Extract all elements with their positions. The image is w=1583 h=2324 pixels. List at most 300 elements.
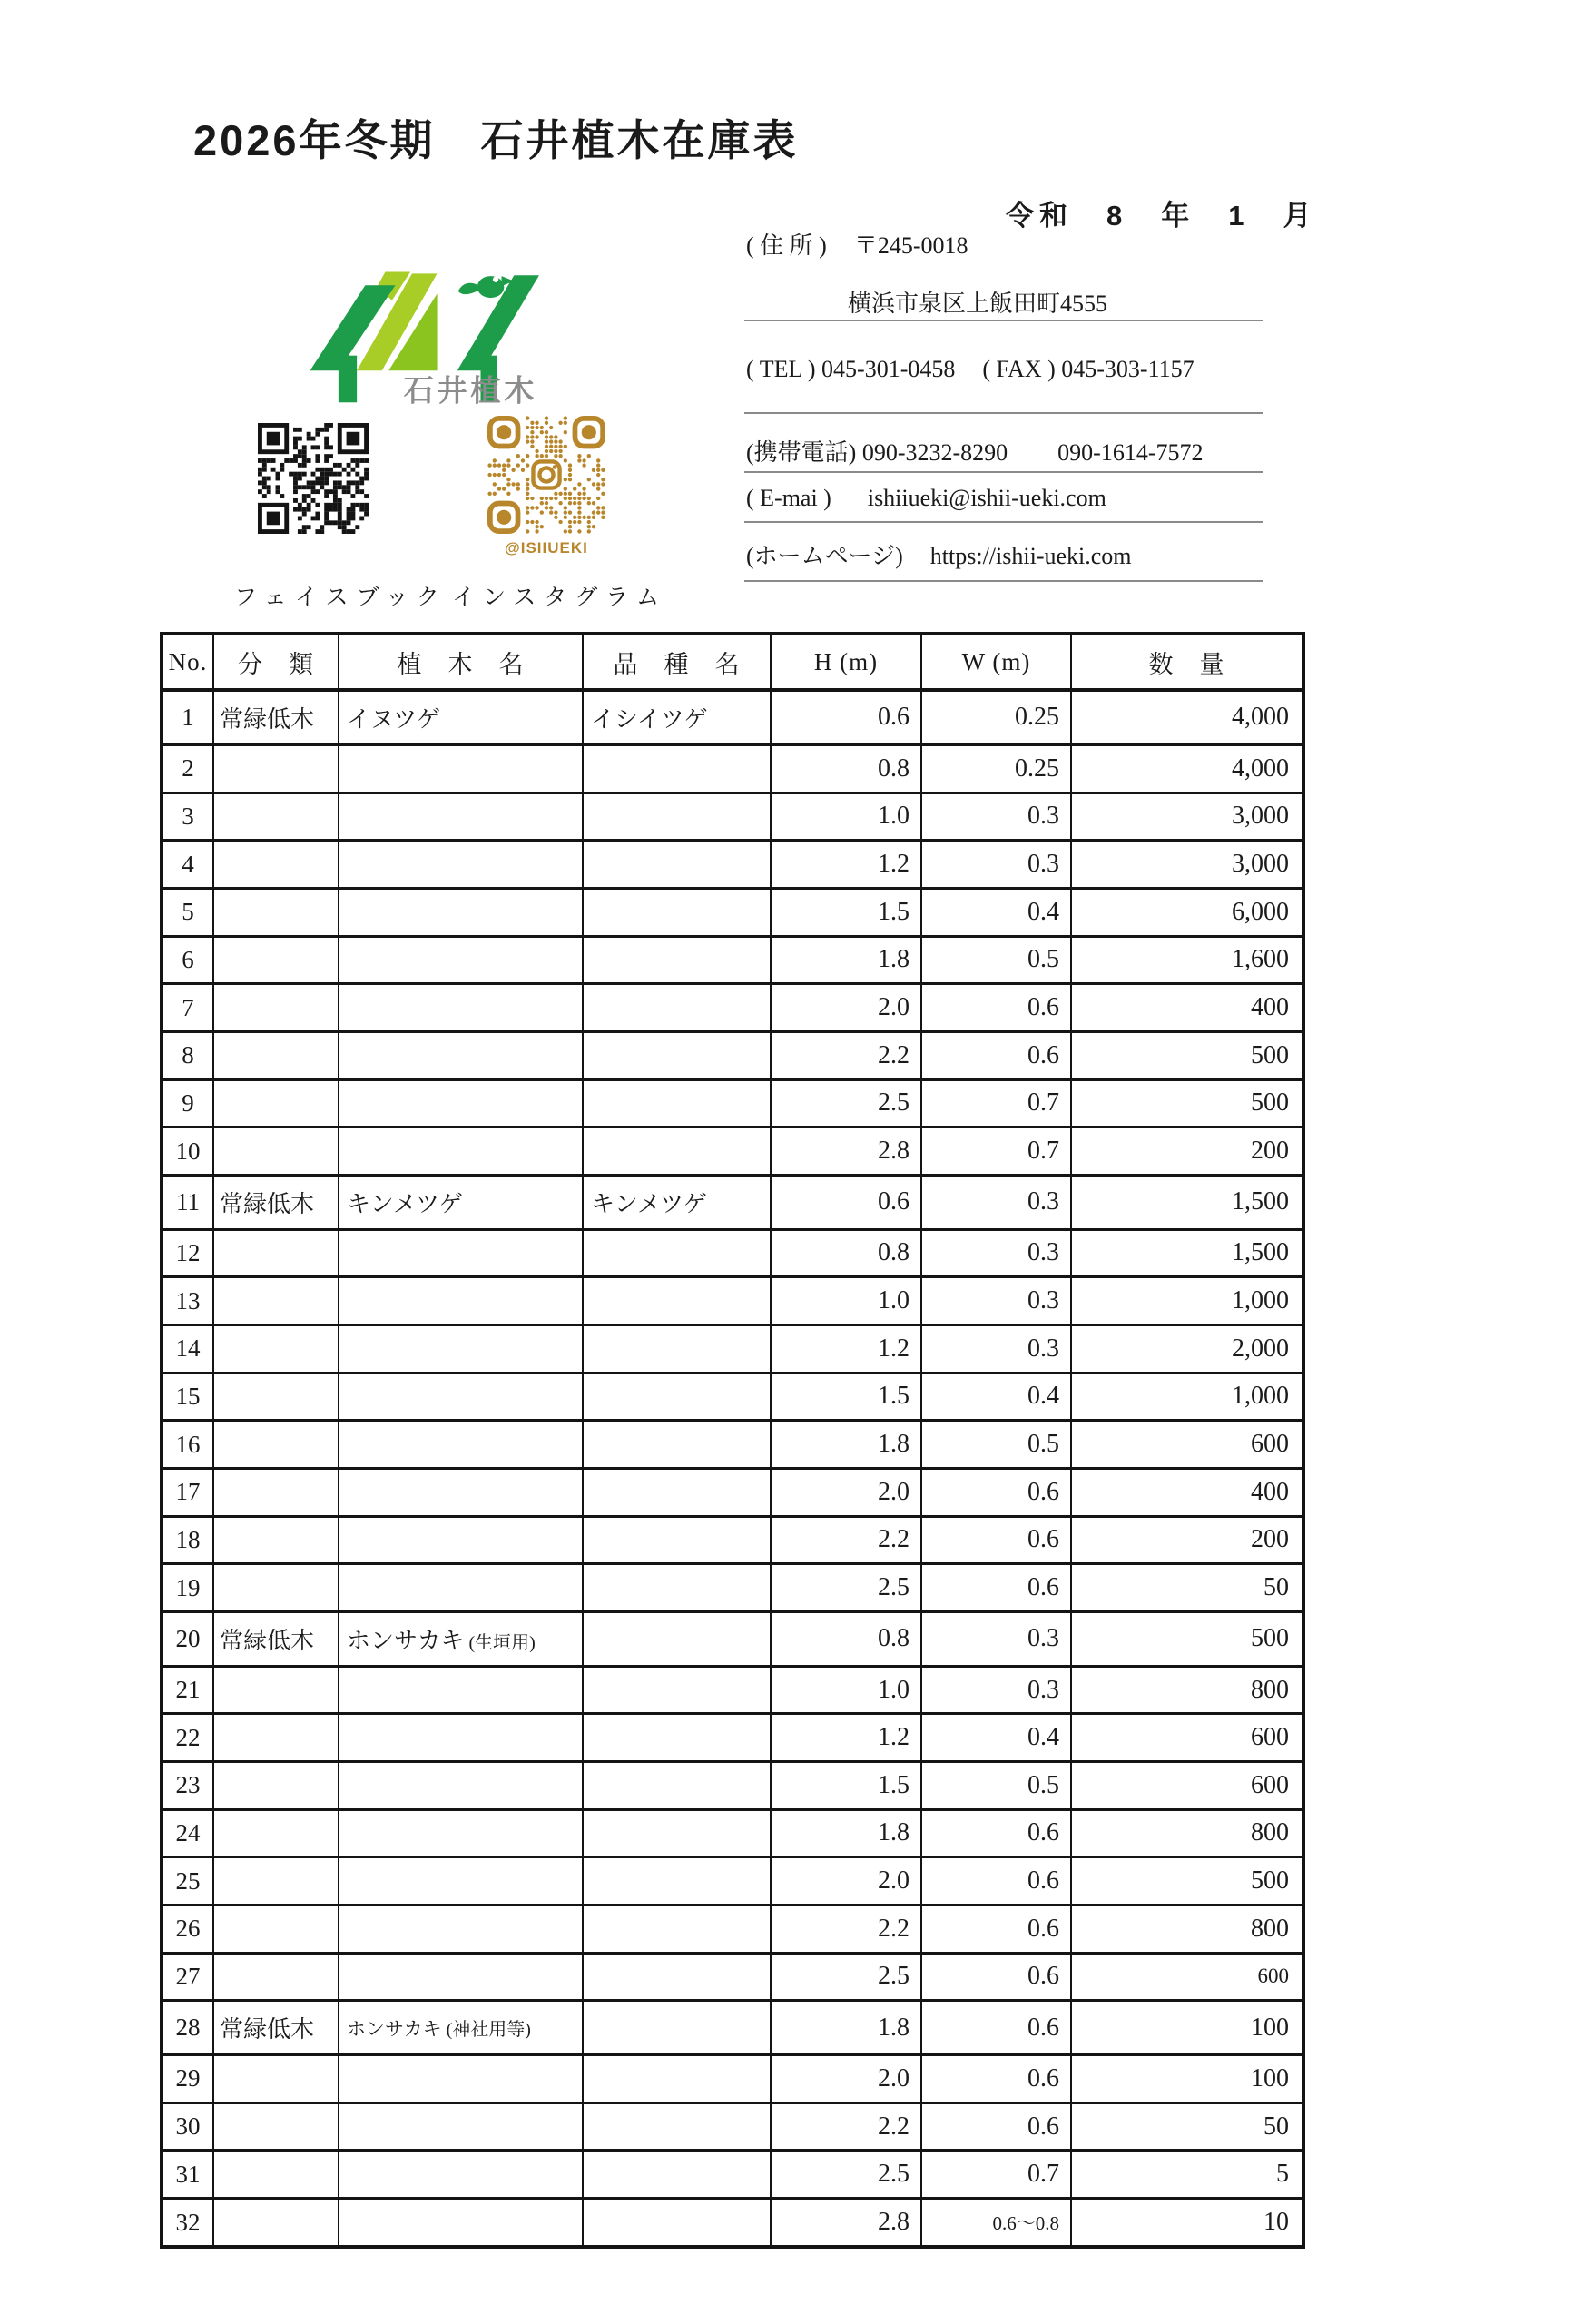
plant-name-cell <box>339 2199 583 2248</box>
quantity-cell: 600 <box>1071 1761 1303 1809</box>
row-number: 16 <box>162 1421 213 1469</box>
plant-name-cell <box>339 1516 583 1564</box>
tel-label: ( TEL ) <box>746 356 816 382</box>
table-row <box>162 1905 1303 1953</box>
height-cell: 1.8 <box>771 936 921 984</box>
height-cell: 2.5 <box>771 2151 921 2199</box>
height-cell: 0.8 <box>771 1611 921 1666</box>
address-row <box>746 227 968 261</box>
plant-name-cell <box>339 1809 583 1857</box>
category-cell <box>213 1468 339 1516</box>
variety-cell <box>583 2001 771 2055</box>
plant-name-cell <box>339 841 583 889</box>
mobile-label: (携帯電話) <box>746 439 857 466</box>
category-cell <box>213 1905 339 1953</box>
variety-cell <box>583 744 771 793</box>
quantity-cell: 500 <box>1071 1611 1303 1666</box>
variety-cell <box>583 1421 771 1469</box>
row-number: 19 <box>162 1564 213 1612</box>
plant-name-cell <box>339 1953 583 2001</box>
inventory-table <box>160 632 1305 2249</box>
height-cell: 2.2 <box>771 2102 921 2151</box>
variety-cell <box>583 888 771 936</box>
variety-cell <box>583 1611 771 1666</box>
height-cell: 1.5 <box>771 1761 921 1809</box>
table-row <box>162 1516 1303 1564</box>
table-row <box>162 2102 1303 2151</box>
height-cell: 2.2 <box>771 1905 921 1953</box>
height-cell: 2.0 <box>771 1857 921 1905</box>
height-cell: 2.5 <box>771 1953 921 2001</box>
row-number: 8 <box>162 1031 213 1079</box>
quantity-cell: 1,500 <box>1071 1175 1303 1229</box>
mobile-number-2: 090-1614-7572 <box>1057 439 1204 466</box>
plant-name-cell <box>339 1175 583 1229</box>
table-row <box>162 1611 1303 1666</box>
table-row <box>162 1421 1303 1469</box>
plant-name-cell <box>339 984 583 1032</box>
row-number: 29 <box>162 2055 213 2103</box>
column-header-variety: 品 種 名 <box>583 634 771 690</box>
row-number: 9 <box>162 1079 213 1128</box>
plant-name-cell <box>339 1324 583 1373</box>
table-row <box>162 2001 1303 2055</box>
width-cell: 0.3 <box>921 841 1071 889</box>
plant-name-cell <box>339 1714 583 1762</box>
plant-name-cell <box>339 1761 583 1809</box>
mobile-number-1: 090-3232-8290 <box>861 439 1008 466</box>
width-cell: 0.6 <box>921 2001 1071 2055</box>
width-cell: 0.3 <box>921 1175 1071 1229</box>
height-cell: 2.8 <box>771 2199 921 2248</box>
variety-cell <box>583 1564 771 1612</box>
category-cell: 常緑低木 <box>213 1175 339 1229</box>
variety-cell <box>583 1468 771 1516</box>
width-cell: 0.25 <box>921 744 1071 793</box>
width-cell: 0.3 <box>921 1324 1071 1373</box>
category-cell <box>213 793 339 841</box>
height-cell: 1.0 <box>771 793 921 841</box>
table-row <box>162 1953 1303 2001</box>
table-row <box>162 1468 1303 1516</box>
variety-cell <box>583 1277 771 1325</box>
quantity-cell: 600 <box>1071 1953 1303 2001</box>
width-cell: 0.4 <box>921 1373 1071 1421</box>
quantity-cell: 10 <box>1071 2199 1303 2248</box>
quantity-cell: 400 <box>1071 984 1303 1032</box>
variety-cell <box>583 936 771 984</box>
variety-cell <box>583 1373 771 1421</box>
plant-name-cell <box>339 1905 583 1953</box>
table-row <box>162 1229 1303 1277</box>
height-cell: 2.2 <box>771 1516 921 1564</box>
column-header-height: H (m) <box>771 634 921 690</box>
category-cell <box>213 1564 339 1612</box>
variety-cell <box>583 984 771 1032</box>
column-header-category: 分 類 <box>213 634 339 690</box>
tree-bird-logo-icon <box>305 263 539 419</box>
width-cell: 0.3 <box>921 1229 1071 1277</box>
category-cell <box>213 1516 339 1564</box>
variety-cell <box>583 1809 771 1857</box>
width-cell: 0.6〜0.8 <box>921 2199 1071 2248</box>
category-cell <box>213 1857 339 1905</box>
category-cell <box>213 1761 339 1809</box>
variety-cell <box>583 1905 771 1953</box>
category-cell <box>213 744 339 793</box>
variety-cell <box>583 1857 771 1905</box>
variety-cell <box>583 1516 771 1564</box>
quantity-cell: 5 <box>1071 2151 1303 2199</box>
row-number: 4 <box>162 841 213 889</box>
width-cell: 0.7 <box>921 2151 1071 2199</box>
mobile-row <box>746 434 1203 468</box>
category-cell <box>213 1666 339 1714</box>
variety-cell <box>583 1714 771 1762</box>
plant-name-cell <box>339 2151 583 2199</box>
height-cell: 0.8 <box>771 1229 921 1277</box>
category-cell <box>213 1079 339 1128</box>
column-header-no: No. <box>162 634 213 690</box>
facebook-qr-code-icon <box>258 423 369 538</box>
row-number: 21 <box>162 1666 213 1714</box>
quantity-cell: 800 <box>1071 1905 1303 1953</box>
variety-cell: キンメツゲ <box>583 1175 771 1229</box>
category-cell <box>213 1373 339 1421</box>
width-cell: 0.5 <box>921 1761 1071 1809</box>
category-cell <box>213 1277 339 1325</box>
quantity-cell: 400 <box>1071 1468 1303 1516</box>
variety-cell <box>583 793 771 841</box>
width-cell: 0.6 <box>921 2102 1071 2151</box>
plant-name-cell <box>339 690 583 744</box>
plant-name-cell <box>339 1079 583 1128</box>
table-row <box>162 1079 1303 1128</box>
address-line2: 横浜市泉区上飯田町4555 <box>848 290 1108 317</box>
quantity-cell: 200 <box>1071 1128 1303 1176</box>
plant-name-cell <box>339 744 583 793</box>
plant-name-cell <box>339 1421 583 1469</box>
width-cell: 0.5 <box>921 1421 1071 1469</box>
divider <box>744 412 1263 414</box>
width-cell: 0.6 <box>921 1905 1071 1953</box>
table-row <box>162 1324 1303 1373</box>
row-number: 6 <box>162 936 213 984</box>
width-cell: 0.6 <box>921 1031 1071 1079</box>
width-cell: 0.3 <box>921 1666 1071 1714</box>
homepage-row <box>746 537 1132 571</box>
row-number: 28 <box>162 2001 213 2055</box>
plant-name-cell <box>339 1128 583 1176</box>
facebook-qr-label: フェイスブック <box>234 586 447 610</box>
plant-name-cell <box>339 888 583 936</box>
row-number: 17 <box>162 1468 213 1516</box>
plant-name: ホンサカキ <box>347 1627 465 1654</box>
plant-name-cell <box>339 1373 583 1421</box>
row-number: 14 <box>162 1324 213 1373</box>
plant-name-cell <box>339 1564 583 1612</box>
width-cell: 0.6 <box>921 1953 1071 2001</box>
height-cell: 1.2 <box>771 1324 921 1373</box>
width-cell: 0.6 <box>921 1857 1071 1905</box>
tel-number: 045-301-0458 <box>821 356 956 382</box>
category-cell <box>213 1714 339 1762</box>
table-row <box>162 1564 1303 1612</box>
company-logo <box>305 263 539 419</box>
plant-name-cell <box>339 1229 583 1277</box>
plant-name-cell <box>339 2102 583 2151</box>
row-number: 27 <box>162 1953 213 2001</box>
height-cell: 1.2 <box>771 841 921 889</box>
table-row <box>162 2199 1303 2248</box>
height-cell: 1.2 <box>771 1714 921 1762</box>
quantity-cell: 100 <box>1071 2001 1303 2055</box>
plant-name: イヌツゲ <box>347 705 440 733</box>
quantity-cell: 800 <box>1071 1809 1303 1857</box>
category-cell <box>213 1128 339 1176</box>
row-number: 7 <box>162 984 213 1032</box>
quantity-cell: 1,600 <box>1071 936 1303 984</box>
row-number: 31 <box>162 2151 213 2199</box>
height-cell: 1.8 <box>771 2001 921 2055</box>
quantity-cell: 500 <box>1071 1079 1303 1128</box>
table-row <box>162 1714 1303 1762</box>
quantity-cell: 4,000 <box>1071 690 1303 744</box>
plant-name-cell <box>339 1277 583 1325</box>
instagram-handle: @ISIIUEKI <box>505 539 588 556</box>
postal-code: 〒245-0018 <box>853 232 968 259</box>
height-cell: 0.6 <box>771 1175 921 1229</box>
row-number: 1 <box>162 690 213 744</box>
variety-cell <box>583 2102 771 2151</box>
table-row <box>162 936 1303 984</box>
plant-name-cell <box>339 2001 583 2055</box>
plant-name-cell <box>339 1611 583 1666</box>
width-cell: 0.3 <box>921 793 1071 841</box>
row-number: 13 <box>162 1277 213 1325</box>
category-cell <box>213 2055 339 2103</box>
table-row <box>162 1761 1303 1809</box>
row-number: 22 <box>162 1714 213 1762</box>
height-cell: 2.0 <box>771 2055 921 2103</box>
table-row <box>162 1809 1303 1857</box>
plant-name-cell <box>339 936 583 984</box>
tel-fax-row <box>746 356 1195 383</box>
row-number: 18 <box>162 1516 213 1564</box>
column-header-quantity: 数 量 <box>1071 634 1303 690</box>
quantity-cell: 6,000 <box>1071 888 1303 936</box>
width-cell: 0.6 <box>921 2055 1071 2103</box>
category-cell <box>213 1031 339 1079</box>
quantity-cell: 500 <box>1071 1857 1303 1905</box>
plant-name-cell <box>339 1468 583 1516</box>
era-date: 令和 8 年 1 月 <box>1006 200 1317 231</box>
table-row <box>162 841 1303 889</box>
height-cell: 2.0 <box>771 984 921 1032</box>
category-cell <box>213 936 339 984</box>
width-cell: 0.6 <box>921 1809 1071 1857</box>
divider <box>744 320 1263 321</box>
table-row <box>162 2151 1303 2199</box>
category-cell <box>213 888 339 936</box>
width-cell: 0.7 <box>921 1128 1071 1176</box>
width-cell: 0.4 <box>921 1714 1071 1762</box>
width-cell: 0.6 <box>921 1564 1071 1612</box>
plant-name-cell <box>339 1031 583 1079</box>
quantity-cell: 1,000 <box>1071 1373 1303 1421</box>
table-row <box>162 793 1303 841</box>
variety-cell <box>583 1229 771 1277</box>
table-row <box>162 1128 1303 1176</box>
row-number: 10 <box>162 1128 213 1176</box>
category-cell <box>213 1809 339 1857</box>
height-cell: 1.5 <box>771 1373 921 1421</box>
height-cell: 2.2 <box>771 1031 921 1079</box>
table-row <box>162 1031 1303 1079</box>
category-cell <box>213 1324 339 1373</box>
category-cell <box>213 841 339 889</box>
instagram-qr-label: インスタグラム <box>452 586 668 610</box>
height-cell: 2.5 <box>771 1079 921 1128</box>
category-cell: 常緑低木 <box>213 2001 339 2055</box>
address-label: ( 住 所 ) <box>746 232 827 259</box>
variety-cell <box>583 1128 771 1176</box>
divider <box>744 580 1263 582</box>
row-number: 15 <box>162 1373 213 1421</box>
table-row <box>162 984 1303 1032</box>
quantity-cell: 3,000 <box>1071 841 1303 889</box>
variety-cell <box>583 2151 771 2199</box>
quantity-cell: 50 <box>1071 1564 1303 1612</box>
quantity-cell: 200 <box>1071 1516 1303 1564</box>
table-row <box>162 1277 1303 1325</box>
plant-name-note: (神社用等) <box>446 2019 531 2040</box>
homepage-url: https://ishii-ueki.com <box>929 543 1132 569</box>
height-cell: 1.8 <box>771 1421 921 1469</box>
table-row <box>162 1666 1303 1714</box>
row-number: 2 <box>162 744 213 793</box>
quantity-cell: 1,000 <box>1071 1277 1303 1325</box>
row-number: 11 <box>162 1175 213 1229</box>
row-number: 20 <box>162 1611 213 1666</box>
variety-cell <box>583 2199 771 2248</box>
email-label: ( E-mai ) <box>746 485 831 511</box>
width-cell: 0.5 <box>921 936 1071 984</box>
category-cell <box>213 2199 339 2248</box>
email-row <box>746 485 1106 512</box>
height-cell: 1.5 <box>771 888 921 936</box>
variety-cell <box>583 1953 771 2001</box>
quantity-cell: 600 <box>1071 1421 1303 1469</box>
page-title: 2026年冬期 石井植木在庫表 <box>193 116 799 164</box>
fax-number: 045-303-1157 <box>1061 356 1195 382</box>
fax-label: ( FAX ) <box>982 356 1056 382</box>
variety-cell: イシイツゲ <box>583 690 771 744</box>
row-number: 23 <box>162 1761 213 1809</box>
height-cell: 1.8 <box>771 1809 921 1857</box>
row-number: 3 <box>162 793 213 841</box>
height-cell: 1.0 <box>771 1666 921 1714</box>
category-cell: 常緑低木 <box>213 690 339 744</box>
category-cell <box>213 984 339 1032</box>
category-cell: 常緑低木 <box>213 1611 339 1666</box>
width-cell: 0.6 <box>921 984 1071 1032</box>
row-number: 12 <box>162 1229 213 1277</box>
table-row <box>162 1373 1303 1421</box>
category-cell <box>213 1229 339 1277</box>
height-cell: 2.0 <box>771 1468 921 1516</box>
table-row <box>162 888 1303 936</box>
category-cell <box>213 1953 339 2001</box>
inventory-table-body <box>162 690 1303 2247</box>
homepage-label: (ホームページ) <box>746 543 903 569</box>
plant-name-cell <box>339 1857 583 1905</box>
logo-wordmark: 石井植木 <box>403 374 538 409</box>
variety-cell <box>583 841 771 889</box>
height-cell: 0.6 <box>771 690 921 744</box>
email-address: ishiiueki@ishii-ueki.com <box>867 485 1106 511</box>
width-cell: 0.6 <box>921 1516 1071 1564</box>
instagram-qr-code-icon <box>487 416 605 538</box>
quantity-cell: 1,500 <box>1071 1229 1303 1277</box>
table-header-row <box>162 634 1303 690</box>
row-number: 32 <box>162 2199 213 2248</box>
plant-name: キンメツゲ <box>347 1190 463 1217</box>
width-cell: 0.6 <box>921 1468 1071 1516</box>
quantity-cell: 100 <box>1071 2055 1303 2103</box>
row-number: 5 <box>162 888 213 936</box>
table-row <box>162 1175 1303 1229</box>
row-number: 25 <box>162 1857 213 1905</box>
height-cell: 1.0 <box>771 1277 921 1325</box>
quantity-cell: 50 <box>1071 2102 1303 2151</box>
height-cell: 2.5 <box>771 1564 921 1612</box>
variety-cell <box>583 2055 771 2103</box>
width-cell: 0.7 <box>921 1079 1071 1128</box>
row-number: 24 <box>162 1809 213 1857</box>
plant-name-cell <box>339 793 583 841</box>
width-cell: 0.4 <box>921 888 1071 936</box>
plant-name-cell <box>339 1666 583 1714</box>
row-number: 26 <box>162 1905 213 1953</box>
plant-name: ホンサカキ <box>347 2017 442 2040</box>
width-cell: 0.25 <box>921 690 1071 744</box>
category-cell <box>213 2151 339 2199</box>
table-row <box>162 744 1303 793</box>
category-cell <box>213 2102 339 2151</box>
quantity-cell: 500 <box>1071 1031 1303 1079</box>
row-number: 30 <box>162 2102 213 2151</box>
width-cell: 0.3 <box>921 1277 1071 1325</box>
table-row <box>162 1857 1303 1905</box>
variety-cell <box>583 1324 771 1373</box>
table-row <box>162 2055 1303 2103</box>
variety-cell <box>583 1079 771 1128</box>
divider <box>744 521 1263 523</box>
quantity-cell: 4,000 <box>1071 744 1303 793</box>
height-cell: 0.8 <box>771 744 921 793</box>
plant-name-note: (生垣用) <box>468 1632 536 1653</box>
quantity-cell: 600 <box>1071 1714 1303 1762</box>
quantity-cell: 800 <box>1071 1666 1303 1714</box>
divider <box>744 471 1263 473</box>
variety-cell <box>583 1666 771 1714</box>
quantity-cell: 3,000 <box>1071 793 1303 841</box>
variety-cell <box>583 1761 771 1809</box>
variety-cell <box>583 1031 771 1079</box>
column-header-width: W (m) <box>921 634 1071 690</box>
width-cell: 0.3 <box>921 1611 1071 1666</box>
